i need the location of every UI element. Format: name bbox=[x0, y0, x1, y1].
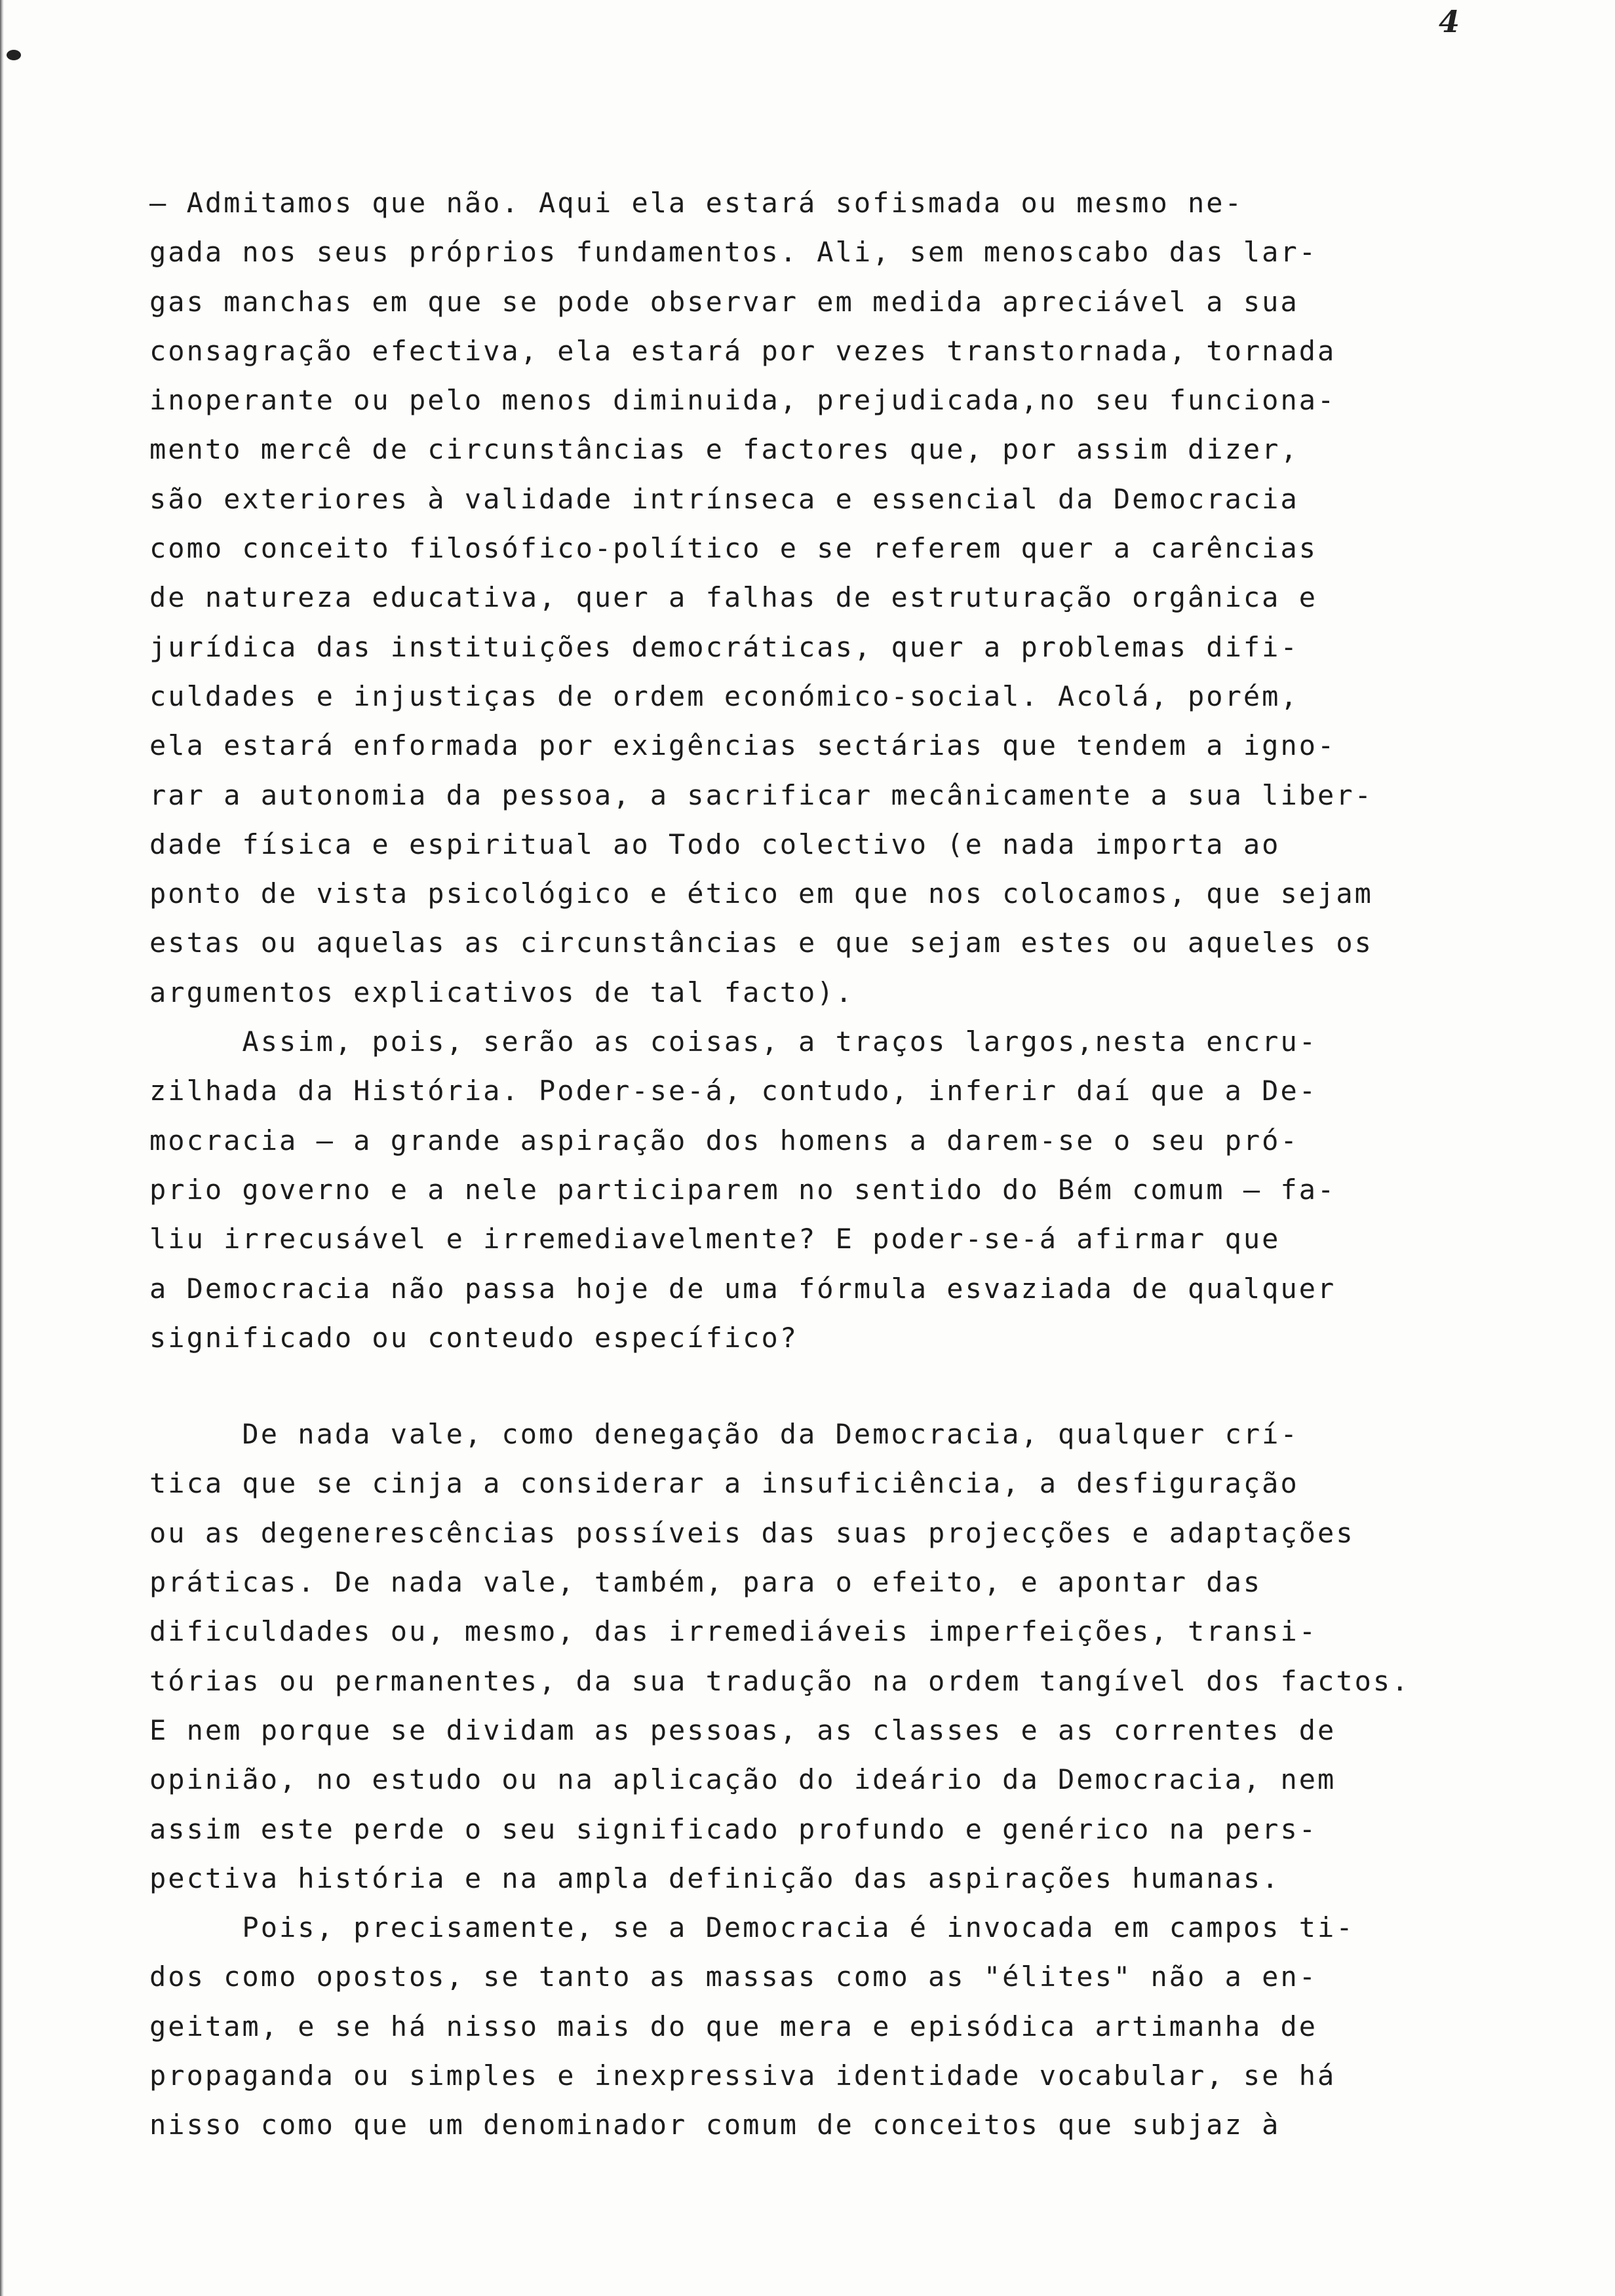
text-line: tórias ou permanentes, da sua tradução na ordem tangível dos factos. bbox=[149, 1664, 1411, 1697]
ink-blot-mark bbox=[7, 50, 21, 60]
text-line: prio governo e a nele participarem no sentido do Bém comum — fa- bbox=[149, 1173, 1336, 1206]
text-line: ponto de vista psicológico e ético em que nos colocamos, que sejam bbox=[149, 877, 1373, 910]
text-line: práticas. De nada vale, também, para o efeito, e apontar das bbox=[149, 1566, 1262, 1599]
text-line: rar a autonomia da pessoa, a sacrificar mecânicamente a sua liber- bbox=[149, 778, 1373, 811]
paragraph bbox=[149, 1017, 1526, 1362]
text-line: Pois, precisamente, se a Democracia é invocada em campos ti- bbox=[149, 1911, 1355, 1944]
text-line: estas ou aquelas as circunstâncias e que sejam estes ou aqueles os bbox=[149, 927, 1373, 959]
text-line: ela estará enformada por exigências sectárias que tendem a igno- bbox=[149, 729, 1336, 762]
page-number: 4 bbox=[1439, 4, 1460, 39]
text-line: culdades e injustiças de ordem económico-social. Acolá, porém, bbox=[149, 679, 1299, 712]
body-text bbox=[149, 178, 1526, 2150]
paragraph bbox=[149, 1903, 1526, 2149]
text-line: De nada vale, como denegação da Democracia, qualquer crí- bbox=[149, 1418, 1299, 1451]
text-line: opinião, no estudo ou na aplicação do ideário da Democracia, nem bbox=[149, 1763, 1336, 1796]
text-line: argumentos explicativos de tal facto). bbox=[149, 976, 854, 1008]
text-line: E nem porque se dividam as pessoas, as classes e as correntes de bbox=[149, 1713, 1336, 1746]
paragraph bbox=[149, 1409, 1526, 1903]
text-line: dade física e espiritual ao Todo colectivo (e nada importa ao bbox=[149, 828, 1281, 860]
text-line: de natureza educativa, quer a falhas de estruturação orgânica e bbox=[149, 581, 1318, 614]
text-line: significado ou conteudo específico? bbox=[149, 1321, 799, 1354]
paragraph-gap bbox=[149, 1362, 1526, 1409]
text-line: mento mercê de circunstâncias e factores que, por assim dizer, bbox=[149, 433, 1299, 466]
text-line: tica que se cinja a considerar a insuficiência, a desfiguração bbox=[149, 1467, 1299, 1500]
text-line: jurídica das instituições democráticas, quer a problemas difi- bbox=[149, 630, 1299, 663]
text-line: propaganda ou simples e inexpressiva identidade vocabular, se há bbox=[149, 2059, 1336, 2092]
text-line: como conceito filosófico-político e se referem quer a carências bbox=[149, 532, 1318, 565]
text-line: zilhada da História. Poder-se-á, contudo, inferir daí que a De- bbox=[149, 1075, 1318, 1107]
text-line: gas manchas em que se pode observar em medida apreciável a sua bbox=[149, 285, 1299, 318]
text-line: geitam, e se há nisso mais do que mera e episódica artimanha de bbox=[149, 2010, 1318, 2042]
scan-left-edge bbox=[0, 0, 4, 2296]
text-line: liu irrecusável e irremediavelmente? E poder-se-á afirmar que bbox=[149, 1223, 1281, 1255]
text-line: assim este perde o seu significado profundo e genérico na pers- bbox=[149, 1812, 1318, 1845]
text-line: são exteriores à validade intrínseca e essencial da Democracia bbox=[149, 482, 1299, 515]
text-line: dificuldades ou, mesmo, das irremediáveis imperfeições, transi- bbox=[149, 1615, 1318, 1648]
text-line: a Democracia não passa hoje de uma fórmula esvaziada de qualquer bbox=[149, 1272, 1336, 1305]
text-line: — Admitamos que não. Aqui ela estará sofismada ou mesmo ne- bbox=[149, 187, 1243, 219]
text-line: mocracia — a grande aspiração dos homens a darem-se o seu pró- bbox=[149, 1124, 1299, 1157]
text-line: consagração efectiva, ela estará por vezes transtornada, tornada bbox=[149, 334, 1336, 367]
text-line: nisso como que um denominador comum de conceitos que subjaz à bbox=[149, 2109, 1281, 2141]
text-line: Assim, pois, serão as coisas, a traços largos,nesta encru- bbox=[149, 1025, 1318, 1058]
text-line: inoperante ou pelo menos diminuida, prejudicada,no seu funciona- bbox=[149, 384, 1336, 417]
text-line: pectiva história e na ampla definição das aspirações humanas. bbox=[149, 1862, 1281, 1894]
text-line: gada nos seus próprios fundamentos. Ali, sem menoscabo das lar- bbox=[149, 236, 1318, 269]
text-line: dos como opostos, se tanto as massas como as "élites" não a en- bbox=[149, 1961, 1318, 1993]
paragraph bbox=[149, 178, 1526, 1017]
text-line: ou as degenerescências possíveis das suas projecções e adaptações bbox=[149, 1516, 1355, 1549]
